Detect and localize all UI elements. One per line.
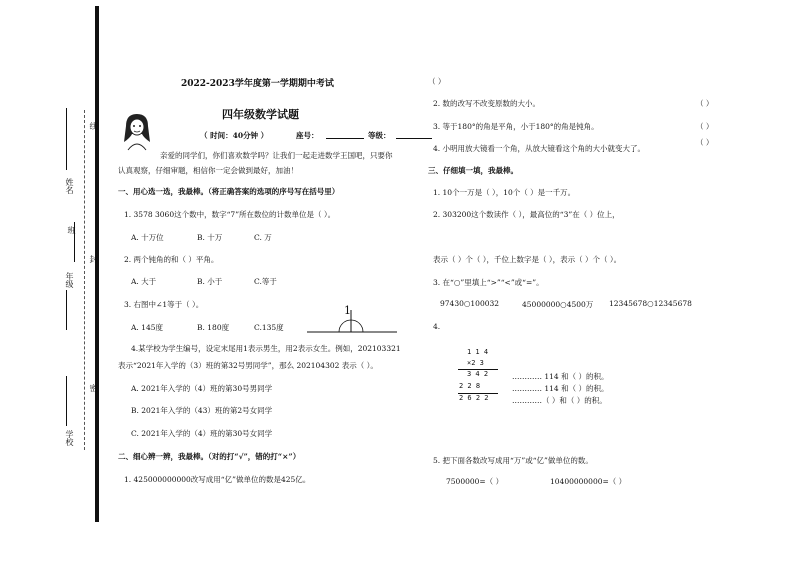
grade-blank[interactable]	[66, 290, 67, 330]
seat-label: 座号：	[296, 131, 319, 140]
s1-q3-opt-c[interactable]: C.135度	[254, 323, 284, 332]
mult-note-3: …………（ ）和（ ）的积。	[512, 396, 607, 405]
intro-line-1: 亲爱的同学们，你们喜欢数学吗？让我们一起走进数学王国吧，只要你	[160, 151, 393, 160]
s2-q1: 1. 425000000000改写成用“亿”做单位的数是425亿。	[124, 475, 311, 484]
s2-q4: 4. 小明用放大镜看一个角，从放大镜看这个角的大小就变大了。	[433, 144, 646, 153]
exam-title: 2022-2023学年度第一学期期中考试	[181, 79, 334, 89]
binding-bar	[95, 6, 99, 522]
s3-q2: 2. 303200这个数读作（ ），最高位的“3”在（ ）位上，	[433, 210, 620, 219]
school-label: 学校	[65, 430, 74, 446]
level-label: 等级：	[368, 131, 391, 140]
s2-q2-paren[interactable]: （ ）	[696, 99, 714, 108]
time-info: （ 时间：40分钟 ）	[200, 131, 269, 140]
level-blank[interactable]	[396, 138, 432, 139]
s1-q1-opt-b[interactable]: B. 十万	[197, 233, 223, 242]
s1-q3-opt-b[interactable]: B. 180度	[197, 323, 230, 332]
s3-q3-item-1[interactable]: 97430○100032	[440, 299, 500, 308]
s3-q1: 1. 10个一万是（ ），10个（ ）是一千万。	[433, 188, 576, 197]
seal-char-1: 线	[89, 122, 98, 130]
s3-q3-item-3[interactable]: 12345678○12345678	[609, 299, 692, 308]
class-label: 班	[67, 226, 76, 234]
intro-line-2: 认真观察，仔细审题，相信你一定会做到最好，加油！	[118, 166, 298, 175]
s1-q4-opt-a[interactable]: A. 2021年入学的（4）班的第30号男同学	[131, 384, 273, 393]
school-blank[interactable]	[66, 376, 67, 426]
s1-q3-opt-a[interactable]: A. 145度	[131, 323, 163, 332]
seat-blank[interactable]	[326, 138, 364, 139]
mult-row-5: 2 6 2 2	[459, 394, 489, 402]
s2-q2: 2. 数的改写不改变原数的大小。	[433, 99, 541, 108]
s1-q2-opt-c[interactable]: C.等于	[254, 277, 277, 286]
s1-q1-opt-a[interactable]: A. 十万位	[131, 233, 164, 242]
mult-note-2: ………… 114 和（ ）的积。	[512, 384, 609, 393]
s3-q5: 5. 把下面各数改写成用“万”或“亿”做单位的数。	[433, 456, 593, 465]
s1-q2-opt-a[interactable]: A. 大于	[131, 277, 157, 286]
s3-q5-a[interactable]: 7500000=（ ）	[446, 477, 504, 486]
s2-q4-paren[interactable]: （ ）	[696, 138, 714, 147]
angle-diagram	[305, 304, 399, 336]
s1-q4-line-1: 4.某学校为学生编号，设定末尾用1表示男生，用2表示女生。例如，202103321	[131, 344, 401, 353]
mult-row-2: ×2 3	[467, 359, 484, 367]
mult-note-1: ………… 114 和（ ）的积。	[512, 372, 609, 381]
name-label: 姓名	[65, 178, 74, 194]
s2-q3: 3. 等于180°的角是平角，小于180°的角是钝角。	[433, 122, 599, 131]
s1-q2-opt-b[interactable]: B. 小于	[197, 277, 223, 286]
girl-thinking-icon	[118, 112, 156, 152]
seal-dashed-line	[84, 110, 85, 450]
s1-q2: 2. 两个钝角的和（ ）平角。	[124, 255, 219, 264]
s3-q3: 3. 在“○”里填上“>”“<”或“=”。	[433, 278, 544, 287]
mult-row-4: 2 2 8	[459, 382, 481, 390]
mult-row-1: 1 1 4	[467, 348, 489, 356]
s1-q4-opt-c[interactable]: C. 2021年入学的（4）班的第30号女同学	[131, 429, 273, 438]
s2-q3-paren[interactable]: （ ）	[696, 122, 714, 131]
s1-q3: 3. 右图中∠1等于（ ）。	[124, 300, 204, 309]
section2-heading: 二、细心辨一辨，我最棒。（对的打“√”，错的打“×”）	[118, 452, 301, 461]
section1-heading: 一、用心选一选，我最棒。（将正确答案的选项的序号写在括号里）	[118, 187, 340, 196]
s3-q3-item-2[interactable]: 45000000○4500万	[522, 300, 594, 309]
name-blank[interactable]	[66, 108, 67, 170]
section3-heading: 三、仔细填一填，我最棒。	[428, 166, 518, 175]
s1-q4-opt-b[interactable]: B. 2021年入学的（43）班的第2号女同学	[131, 406, 273, 415]
s2-q1-paren[interactable]: （ ）	[428, 77, 446, 86]
s1-q4-line-2: 表示“2021年入学的（3）班的第32号男同学”，那么 202104302 表示（ ）。	[118, 361, 378, 370]
mult-row-3: 3 4 2	[467, 370, 489, 378]
angle-label: 1	[344, 304, 351, 317]
s3-q2-cont: 表示（ ）个（ ），千位上数字是（ ），表示（ ）个（ ）。	[433, 255, 622, 264]
s3-q5-b[interactable]: 10400000000=（ ）	[550, 477, 627, 486]
s3-q4: 4.	[433, 322, 441, 331]
seal-char-3: 密	[89, 384, 98, 392]
seal-char-2: 封	[89, 255, 98, 263]
s1-q1-opt-c[interactable]: C. 万	[254, 233, 272, 242]
s1-q1: 1. 3578 3060这个数中，数字“7”所在数位的计数单位是（ ）。	[124, 210, 336, 219]
grade-label: 年级	[65, 272, 74, 288]
subject-title: 四年级数学试题	[222, 108, 299, 121]
